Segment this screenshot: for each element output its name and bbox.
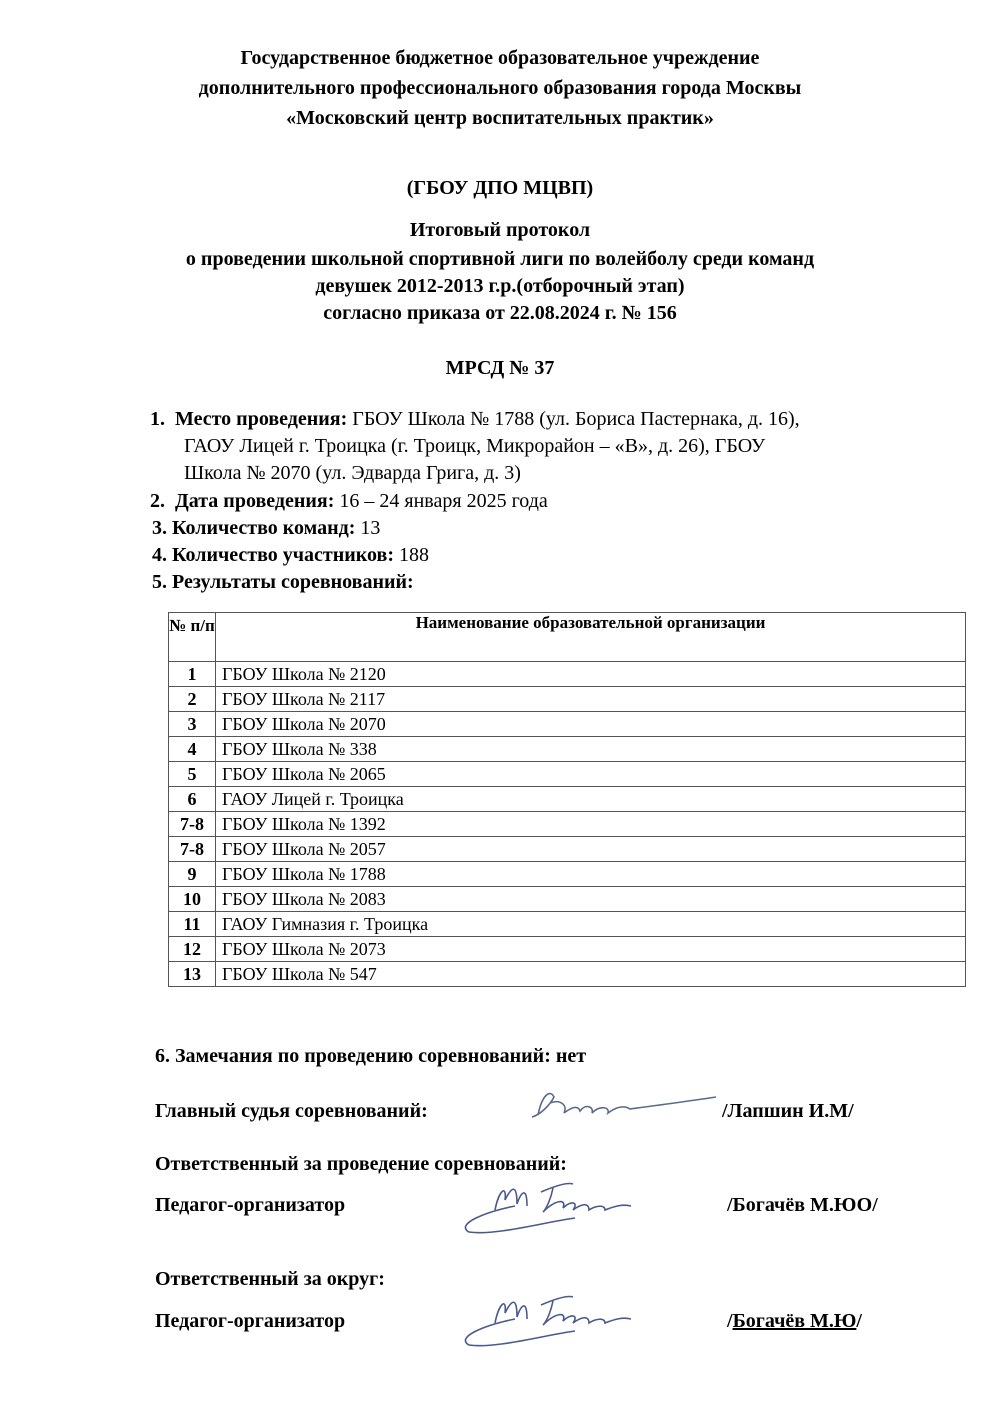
item-participants-label: Количество участников:	[172, 544, 395, 566]
row-place: 7-8	[169, 812, 216, 837]
row-organization: ГБОУ Школа № 338	[216, 737, 966, 762]
table-row	[169, 812, 966, 837]
row-place: 9	[169, 862, 216, 887]
org-name-line-1: Государственное бюджетное образовательное учреждение	[240, 47, 760, 69]
organizer-label: Педагог-организатор	[155, 1194, 346, 1216]
district-role: Педагог-организатор	[155, 1310, 346, 1332]
row-organization: ГБОУ Школа № 1392	[216, 812, 966, 837]
item-venue-value-3: Школа № 2070 (ул. Эдварда Грига, д. 3)	[184, 462, 521, 484]
item-participants-num: 4.	[152, 544, 167, 566]
item-venue	[150, 406, 800, 433]
district-label: Ответственный за округ:	[155, 1268, 385, 1290]
organizer-signature	[455, 1170, 645, 1245]
results-table-body	[169, 662, 966, 987]
row-place: 5	[169, 762, 216, 787]
row-place: 7-8	[169, 837, 216, 862]
row-organization: ГБОУ Школа № 2117	[216, 687, 966, 712]
item-participants-value: 188	[394, 544, 430, 566]
district-name	[727, 1310, 862, 1333]
row-organization: ГБОУ Школа № 2083	[216, 887, 966, 912]
item-date-label: Дата проведения:	[175, 490, 335, 512]
row-organization: ГБОУ Школа № 2120	[216, 662, 966, 687]
district-name-prefix: /	[727, 1310, 733, 1332]
item-results-num: 5.	[152, 571, 167, 593]
table-row	[169, 962, 966, 987]
row-organization: ГБОУ Школа № 2070	[216, 712, 966, 737]
row-organization: ГАОУ Гимназия г. Троицка	[216, 912, 966, 937]
table-row	[169, 662, 966, 687]
row-organization: ГБОУ Школа № 1788	[216, 862, 966, 887]
row-organization: ГБОУ Школа № 2065	[216, 762, 966, 787]
chief-judge-name: /Лапшин И.М/	[722, 1100, 854, 1122]
chief-judge-label: Главный судья соревнований:	[155, 1100, 428, 1122]
item-venue-value-1: ГБОУ Школа № 1788 (ул. Бориса Пастернака, д. 16),	[347, 408, 800, 430]
item-date-value: 16 – 24 января 2025 года	[334, 490, 548, 512]
table-row	[169, 912, 966, 937]
table-row	[169, 687, 966, 712]
table-row	[169, 787, 966, 812]
row-place: 3	[169, 712, 216, 737]
item-results	[152, 569, 414, 596]
protocol-subtitle-1: о проведении школьной спортивной лиги по волейболу среди команд	[185, 248, 815, 270]
table-row	[169, 762, 966, 787]
item-venue-num: 1.	[150, 408, 165, 430]
item-venue-label: Место проведения:	[175, 408, 348, 430]
protocol-subtitle-2: девушек 2012-2013 г.р.(отборочный этап)	[315, 275, 685, 297]
org-abbreviation: (ГБОУ ДПО МЦВП)	[406, 177, 594, 199]
protocol-title: Итоговый протокол	[409, 219, 591, 241]
item-venue-value-2: ГАОУ Лицей г. Троицка (г. Троицк, Микрорайон – «В», д. 26), ГБОУ	[184, 435, 766, 457]
item-date-num: 2.	[150, 490, 165, 512]
row-place: 2	[169, 687, 216, 712]
results-table	[168, 612, 966, 987]
district-number: МРСД № 37	[445, 357, 555, 379]
table-row	[169, 837, 966, 862]
item-participants	[152, 542, 429, 569]
row-organization: ГБОУ Школа № 2057	[216, 837, 966, 862]
row-place: 4	[169, 737, 216, 762]
row-organization: ГАОУ Лицей г. Троицка	[216, 787, 966, 812]
row-place: 13	[169, 962, 216, 987]
row-place: 10	[169, 887, 216, 912]
row-organization: ГБОУ Школа № 2073	[216, 937, 966, 962]
responsible-label: Ответственный за проведение соревнований:	[155, 1153, 567, 1175]
table-row	[169, 737, 966, 762]
item-teams-num: 3.	[152, 517, 167, 539]
protocol-order: согласно приказа от 22.08.2024 г. № 156	[323, 302, 677, 324]
table-row	[169, 862, 966, 887]
org-name-line-3: «Московский центр воспитательных практик»	[286, 107, 714, 129]
organizer-name: /Богачёв М.ЮО/	[727, 1194, 878, 1216]
item-teams-value: 13	[355, 517, 381, 539]
row-place: 1	[169, 662, 216, 687]
item-teams	[152, 515, 380, 542]
district-signature	[455, 1283, 645, 1358]
row-organization: ГБОУ Школа № 547	[216, 962, 966, 987]
chief-judge-signature	[520, 1085, 720, 1130]
table-row	[169, 937, 966, 962]
row-place: 6	[169, 787, 216, 812]
item-teams-label: Количество команд:	[172, 517, 356, 539]
table-row	[169, 887, 966, 912]
item-results-label: Результаты соревнований:	[172, 571, 414, 593]
table-header-name: Наименование образовательной организации	[216, 613, 966, 662]
row-place: 12	[169, 937, 216, 962]
table-header-row	[169, 613, 966, 662]
district-name-suffix: /	[856, 1310, 862, 1332]
table-header-num: № п/п	[169, 613, 216, 662]
district-name-text: Богачёв М.Ю	[732, 1310, 857, 1332]
row-place: 11	[169, 912, 216, 937]
item-date	[150, 488, 548, 515]
org-name-line-2: дополнительного профессионального образования города Москвы	[198, 77, 802, 99]
remarks: 6. Замечания по проведению соревнований: нет	[155, 1045, 587, 1067]
table-row	[169, 712, 966, 737]
